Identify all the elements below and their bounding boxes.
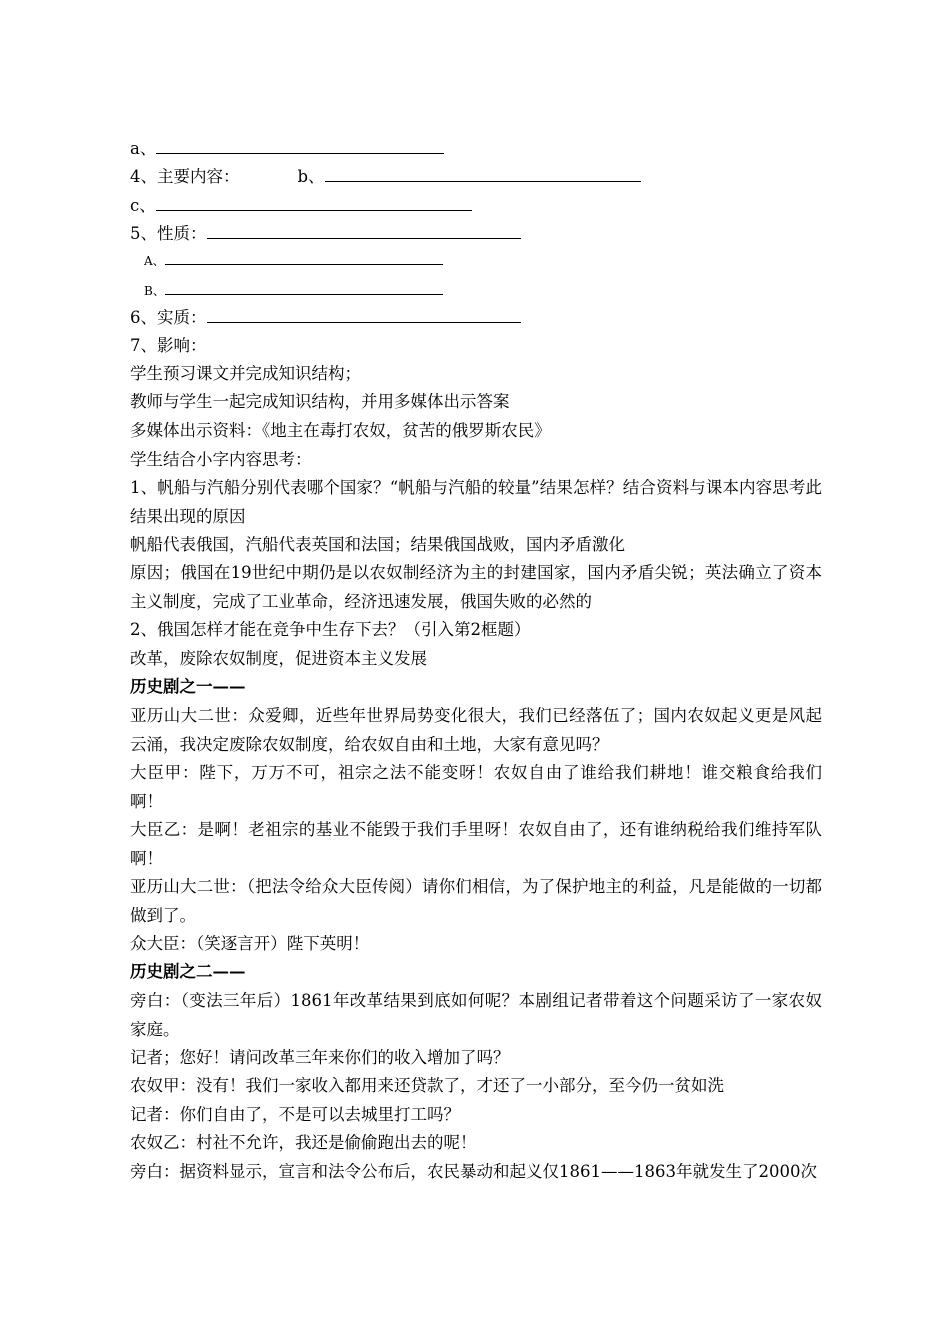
item5-label: 5、性质： — [130, 224, 207, 243]
drama1-line: 众大臣：（笑逐言开）陛下英明！ — [130, 934, 370, 953]
drama1-line: 亚历山大二世：众爱卿，近些年世界局势变化很大，我们已经落伍了；国内农奴起义更是风起云涌，我决定废除农奴制度，给农奴自由和土地，大家有意见吗？ — [130, 706, 822, 754]
drama2-line: 农奴甲：没有！我们一家收入都用来还贷款了，才还了一小部分，至今仍一贫如洗 — [130, 1076, 724, 1095]
drama2-heading: 历史剧之二—— — [130, 962, 246, 981]
blank-5[interactable] — [207, 222, 521, 239]
paragraph: 多媒体出示资料：《地主在毒打农奴，贫苦的俄罗斯农民》 — [130, 421, 551, 440]
item5-A-row — [144, 248, 443, 272]
drama2-line: 农奴乙：村社不允许，我还是偷偷跑出去的呢！ — [130, 1133, 477, 1152]
drama1-line: 亚历山大二世：（把法令给众大臣传阅）请你们相信，为了保护地主的利益，凡是能做的一切都做到了。 — [130, 877, 822, 925]
blank-a[interactable] — [156, 137, 444, 154]
item4-label: 4、主要内容： — [130, 167, 240, 186]
drama2-line: 旁白：据资料显示，宣言和法令公布后，农民暴动和起义仅1861——1863年就发生了2000次 — [130, 1162, 817, 1181]
item-a-label: a、 — [130, 139, 157, 158]
drama1-heading: 历史剧之一—— — [130, 677, 246, 696]
item6-label: 6、实质： — [130, 308, 207, 327]
paragraph: 学生预习课文并完成知识结构； — [130, 364, 361, 383]
drama2-line: 旁白：（变法三年后）1861年改革结果到底如何呢？本剧组记者带着这个问题采访了一家农奴家庭。 — [130, 991, 822, 1039]
answer-2: 改革，废除农奴制度，促进资本主义发展 — [130, 649, 427, 668]
item-a-row — [130, 137, 444, 160]
item-b-label: b、 — [297, 167, 325, 186]
item5-B-label: B、 — [144, 284, 165, 298]
blank-5A[interactable] — [165, 248, 443, 265]
blank-c[interactable] — [156, 194, 472, 211]
question-1: 1、帆船与汽船分别代表哪个国家？“帆船与汽船的较量”结果怎样？结合资料与课本内容思考此结果出现的原因 — [130, 478, 822, 526]
item5-row — [130, 222, 521, 245]
answer-1: 帆船代表俄国，汽船代表英国和法国；结果俄国战败，国内矛盾激化 — [130, 535, 625, 554]
paragraph: 学生结合小字内容思考： — [130, 450, 312, 469]
item-c-label: c、 — [130, 196, 156, 215]
item-c-row — [130, 194, 472, 217]
item7-row — [130, 335, 207, 357]
item5-A-label: A、 — [144, 254, 165, 268]
paragraph: 教师与学生一起完成知识结构，并用多媒体出示答案 — [130, 392, 510, 411]
drama1-line: 大臣甲：陛下，万万不可，祖宗之法不能变呀！农奴自由了谁给我们耕地！谁交粮食给我们啊！ — [130, 763, 822, 811]
answer-1-reason: 原因；俄国在19世纪中期仍是以农奴制经济为主的封建国家，国内矛盾尖锐；英法确立了资本主义制度，完成了工业革命，经济迅速发展，俄国失败的必然的 — [130, 563, 822, 611]
question-2: 2、俄国怎样才能在竞争中生存下去？（引入第2框题） — [130, 620, 531, 639]
blank-5B[interactable] — [165, 278, 443, 295]
item6-row — [130, 306, 521, 329]
blank-b[interactable] — [325, 165, 641, 182]
drama2-line: 记者；您好！请问改革三年来你们的收入增加了吗？ — [130, 1048, 510, 1067]
item7-label: 7、影响： — [130, 336, 207, 355]
item5-B-row — [144, 278, 443, 302]
drama1-line: 大臣乙：是啊！老祖宗的基业不能毁于我们手里呀！农奴自由了，还有谁纳税给我们维持军队啊！ — [130, 820, 822, 868]
blank-6[interactable] — [207, 306, 521, 323]
drama2-line: 记者：你们自由了，不是可以去城里打工吗？ — [130, 1105, 460, 1124]
item4-row — [130, 165, 641, 188]
